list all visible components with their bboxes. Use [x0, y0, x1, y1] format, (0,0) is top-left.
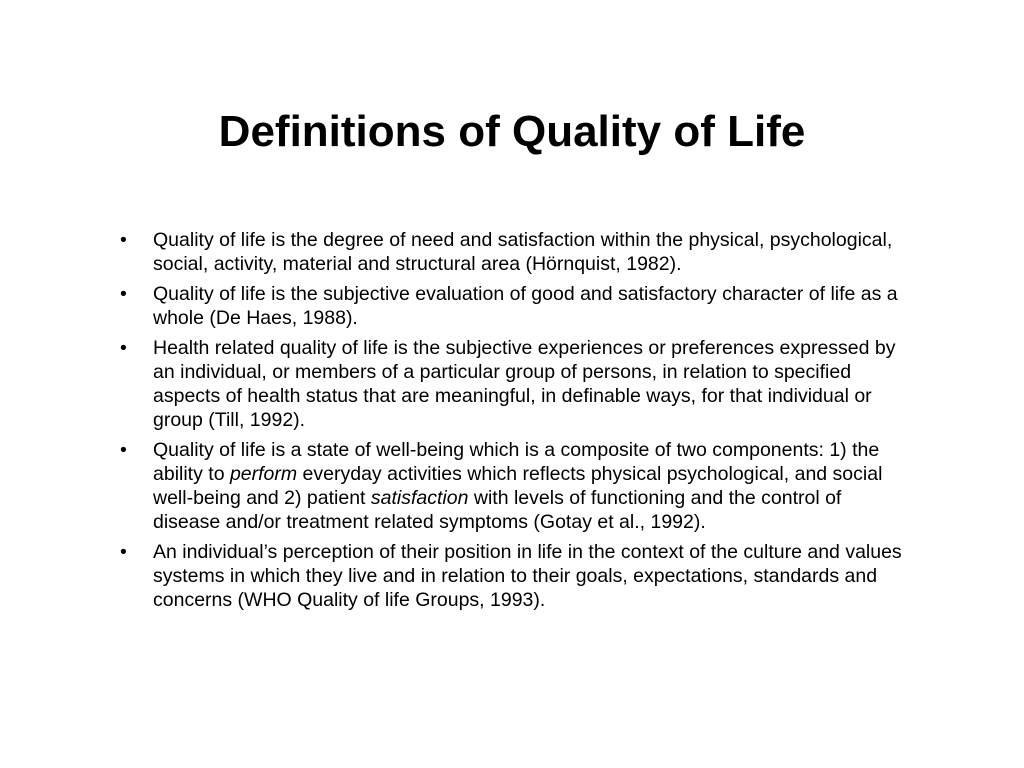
bullet-icon: • [120, 541, 127, 563]
bullet-text-4-part-2: everyday activities which reflects physical psychological, and social well-being and 2) patient [153, 463, 883, 509]
bullet-icon: • [120, 337, 127, 359]
bullet-icon: • [120, 229, 127, 251]
bullet-text-4 [153, 439, 882, 533]
emphasis-satisfaction: satisfaction [370, 487, 469, 509]
bullet-item-1 [118, 228, 908, 276]
bullet-text-1: Quality of life is the degree of need and satisfaction within the physical, psychological, social, activity, material and structural area (Hörnquist, 1982). [153, 229, 893, 275]
emphasis-perform: perform [229, 463, 298, 485]
bullet-text-2: Quality of life is the subjective evaluation of good and satisfactory character of life as a whole (De Haes, 1988). [153, 283, 898, 329]
bullet-icon: • [120, 439, 127, 461]
bullet-item-5 [118, 540, 908, 612]
bullet-text-5: An individual’s perception of their position in life in the context of the culture and values systems in which they live and in relation to their goals, expectations, standards and concerns (WHO Quality of life Groups, 1993). [153, 541, 902, 611]
bullet-item-3 [118, 336, 908, 432]
bullet-item-4 [118, 438, 908, 534]
bullet-icon: • [120, 283, 127, 305]
slide-title: Definitions of Quality of Life [218, 107, 806, 156]
bullet-text-4-part-3: with levels of functioning and the control of disease and/or treatment related symptoms (Gotay et al., 1992). [153, 487, 842, 533]
bullet-list [118, 228, 908, 618]
bullet-item-2 [118, 282, 908, 330]
bullet-text-4-part-1: Quality of life is a state of well-being which is a composite of two components: 1) the ability to [153, 439, 880, 485]
bullet-text-3: Health related quality of life is the subjective experiences or preferences expressed by an individual, or members of a particular group of persons, in relation to specified aspects of health status that are meaningful, in definable ways, for that individual or group (Till, 1992). [153, 337, 896, 431]
